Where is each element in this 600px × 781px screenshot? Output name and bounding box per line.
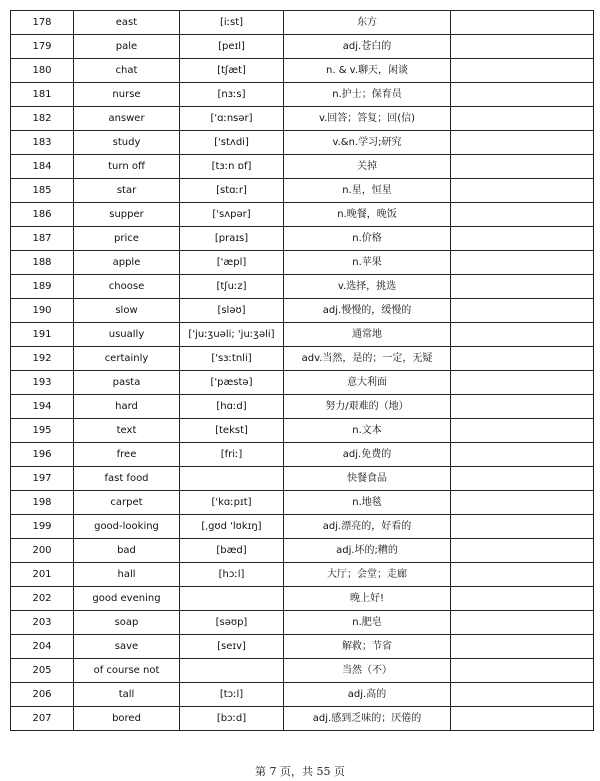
word-cell: good-looking [74, 515, 180, 539]
row-number: 204 [11, 635, 74, 659]
word-cell: soap [74, 611, 180, 635]
meaning-cell: adj.感到乏味的；厌倦的 [284, 707, 451, 731]
meaning-cell: adj.漂亮的，好看的 [284, 515, 451, 539]
phonetic-cell: ['stʌdi] [180, 131, 284, 155]
meaning-cell: 通常地 [284, 323, 451, 347]
row-number: 193 [11, 371, 74, 395]
phonetic-cell: [tʃæt] [180, 59, 284, 83]
phonetic-cell: [praɪs] [180, 227, 284, 251]
word-cell: of course not [74, 659, 180, 683]
phonetic-cell: [tʃuːz] [180, 275, 284, 299]
meaning-cell: adj.苍白的 [284, 35, 451, 59]
phonetic-cell: [hɑːd] [180, 395, 284, 419]
row-number: 195 [11, 419, 74, 443]
empty-cell [451, 683, 594, 707]
vocabulary-table [10, 10, 594, 731]
word-cell: study [74, 131, 180, 155]
phonetic-cell: [peɪl] [180, 35, 284, 59]
phonetic-cell: [bɔːd] [180, 707, 284, 731]
row-number: 197 [11, 467, 74, 491]
table-row [11, 635, 594, 659]
table-row [11, 563, 594, 587]
table-row [11, 683, 594, 707]
word-cell: hall [74, 563, 180, 587]
empty-cell [451, 179, 594, 203]
phonetic-cell: ['pæstə] [180, 371, 284, 395]
empty-cell [451, 419, 594, 443]
empty-cell [451, 11, 594, 35]
row-number: 191 [11, 323, 74, 347]
phonetic-cell: [iːst] [180, 11, 284, 35]
table-row [11, 251, 594, 275]
table-row [11, 659, 594, 683]
empty-cell [451, 275, 594, 299]
phonetic-cell: [sləʊ] [180, 299, 284, 323]
word-cell: fast food [74, 467, 180, 491]
word-cell: usually [74, 323, 180, 347]
empty-cell [451, 491, 594, 515]
table-row [11, 83, 594, 107]
row-number: 182 [11, 107, 74, 131]
meaning-cell: 关掉 [284, 155, 451, 179]
empty-cell [451, 707, 594, 731]
phonetic-cell [180, 659, 284, 683]
row-number: 194 [11, 395, 74, 419]
word-cell: chat [74, 59, 180, 83]
meaning-cell: 解救；节省 [284, 635, 451, 659]
phonetic-cell: [friː] [180, 443, 284, 467]
phonetic-cell: [səʊp] [180, 611, 284, 635]
row-number: 180 [11, 59, 74, 83]
table-row [11, 227, 594, 251]
empty-cell [451, 443, 594, 467]
phonetic-cell: [seɪv] [180, 635, 284, 659]
word-cell: apple [74, 251, 180, 275]
word-cell: certainly [74, 347, 180, 371]
row-number: 201 [11, 563, 74, 587]
meaning-cell: n.地毯 [284, 491, 451, 515]
word-cell: answer [74, 107, 180, 131]
page-number-footer: 第 7 页，共 55 页 [255, 765, 345, 778]
empty-cell [451, 371, 594, 395]
table-row [11, 611, 594, 635]
row-number: 187 [11, 227, 74, 251]
phonetic-cell: [bæd] [180, 539, 284, 563]
meaning-cell: v.&n.学习;研究 [284, 131, 451, 155]
empty-cell [451, 539, 594, 563]
table-row [11, 107, 594, 131]
phonetic-cell: ['ɑːnsər] [180, 107, 284, 131]
phonetic-cell [180, 587, 284, 611]
phonetic-cell: [tɔːl] [180, 683, 284, 707]
row-number: 206 [11, 683, 74, 707]
table-row [11, 179, 594, 203]
meaning-cell: 当然（不） [284, 659, 451, 683]
meaning-cell: n.文本 [284, 419, 451, 443]
phonetic-cell: [stɑːr] [180, 179, 284, 203]
empty-cell [451, 59, 594, 83]
meaning-cell: n.肥皂 [284, 611, 451, 635]
table-row [11, 539, 594, 563]
word-cell: good evening [74, 587, 180, 611]
row-number: 192 [11, 347, 74, 371]
empty-cell [451, 203, 594, 227]
table-row [11, 275, 594, 299]
row-number: 178 [11, 11, 74, 35]
meaning-cell: v.回答；答复；回(信) [284, 107, 451, 131]
table-row [11, 443, 594, 467]
meaning-cell: 意大利面 [284, 371, 451, 395]
phonetic-cell: ['æpl] [180, 251, 284, 275]
word-cell: free [74, 443, 180, 467]
empty-cell [451, 635, 594, 659]
empty-cell [451, 659, 594, 683]
meaning-cell: adv.当然，是的；一定，无疑 [284, 347, 451, 371]
word-cell: price [74, 227, 180, 251]
row-number: 184 [11, 155, 74, 179]
word-cell: nurse [74, 83, 180, 107]
empty-cell [451, 35, 594, 59]
table-row [11, 395, 594, 419]
table-row [11, 419, 594, 443]
word-cell: pale [74, 35, 180, 59]
row-number: 188 [11, 251, 74, 275]
meaning-cell: adj.高的 [284, 683, 451, 707]
empty-cell [451, 347, 594, 371]
empty-cell [451, 587, 594, 611]
empty-cell [451, 323, 594, 347]
table-row [11, 155, 594, 179]
meaning-cell: 东方 [284, 11, 451, 35]
meaning-cell: 快餐食品 [284, 467, 451, 491]
row-number: 186 [11, 203, 74, 227]
row-number: 189 [11, 275, 74, 299]
row-number: 199 [11, 515, 74, 539]
phonetic-cell: [tekst] [180, 419, 284, 443]
word-cell: tall [74, 683, 180, 707]
meaning-cell: adj.慢慢的，缓慢的 [284, 299, 451, 323]
vocabulary-table-body [11, 11, 594, 731]
meaning-cell: 努力/艰难的（地） [284, 395, 451, 419]
phonetic-cell: [hɔːl] [180, 563, 284, 587]
meaning-cell: n.晚餐，晚饭 [284, 203, 451, 227]
word-cell: turn off [74, 155, 180, 179]
meaning-cell: n. & v.聊天，闲谈 [284, 59, 451, 83]
empty-cell [451, 563, 594, 587]
empty-cell [451, 131, 594, 155]
word-cell: pasta [74, 371, 180, 395]
table-row [11, 515, 594, 539]
word-cell: choose [74, 275, 180, 299]
table-row [11, 203, 594, 227]
row-number: 196 [11, 443, 74, 467]
empty-cell [451, 83, 594, 107]
row-number: 183 [11, 131, 74, 155]
row-number: 200 [11, 539, 74, 563]
table-row [11, 491, 594, 515]
empty-cell [451, 227, 594, 251]
row-number: 185 [11, 179, 74, 203]
table-row [11, 347, 594, 371]
meaning-cell: n.价格 [284, 227, 451, 251]
word-cell: east [74, 11, 180, 35]
empty-cell [451, 299, 594, 323]
table-row [11, 707, 594, 731]
word-cell: slow [74, 299, 180, 323]
phonetic-cell: [ˌgʊd 'lʊkɪŋ] [180, 515, 284, 539]
table-row [11, 467, 594, 491]
row-number: 203 [11, 611, 74, 635]
empty-cell [451, 251, 594, 275]
word-cell: hard [74, 395, 180, 419]
word-cell: supper [74, 203, 180, 227]
table-row [11, 587, 594, 611]
meaning-cell: adj.免费的 [284, 443, 451, 467]
empty-cell [451, 395, 594, 419]
empty-cell [451, 155, 594, 179]
row-number: 198 [11, 491, 74, 515]
word-cell: bad [74, 539, 180, 563]
table-row [11, 59, 594, 83]
word-cell: save [74, 635, 180, 659]
phonetic-cell: ['sʌpər] [180, 203, 284, 227]
table-row [11, 371, 594, 395]
word-cell: text [74, 419, 180, 443]
phonetic-cell [180, 467, 284, 491]
word-cell: star [74, 179, 180, 203]
meaning-cell: n.护士；保育员 [284, 83, 451, 107]
word-cell: bored [74, 707, 180, 731]
empty-cell [451, 611, 594, 635]
row-number: 207 [11, 707, 74, 731]
empty-cell [451, 515, 594, 539]
meaning-cell: 大厅；会堂；走廊 [284, 563, 451, 587]
meaning-cell: v.选择，挑选 [284, 275, 451, 299]
meaning-cell: n.星，恒星 [284, 179, 451, 203]
phonetic-cell: [nɜːs] [180, 83, 284, 107]
row-number: 179 [11, 35, 74, 59]
meaning-cell: 晚上好! [284, 587, 451, 611]
table-row [11, 35, 594, 59]
meaning-cell: n.苹果 [284, 251, 451, 275]
word-cell: carpet [74, 491, 180, 515]
phonetic-cell: ['kɑːpɪt] [180, 491, 284, 515]
row-number: 190 [11, 299, 74, 323]
meaning-cell: adj.坏的;糟的 [284, 539, 451, 563]
row-number: 205 [11, 659, 74, 683]
table-row [11, 323, 594, 347]
row-number: 181 [11, 83, 74, 107]
table-row [11, 299, 594, 323]
row-number: 202 [11, 587, 74, 611]
empty-cell [451, 467, 594, 491]
phonetic-cell: [tɜːn ɒf] [180, 155, 284, 179]
empty-cell [451, 107, 594, 131]
table-row [11, 131, 594, 155]
phonetic-cell: ['sɜːtnli] [180, 347, 284, 371]
table-row [11, 11, 594, 35]
phonetic-cell: ['juːʒuəli; 'juːʒəli] [180, 323, 284, 347]
